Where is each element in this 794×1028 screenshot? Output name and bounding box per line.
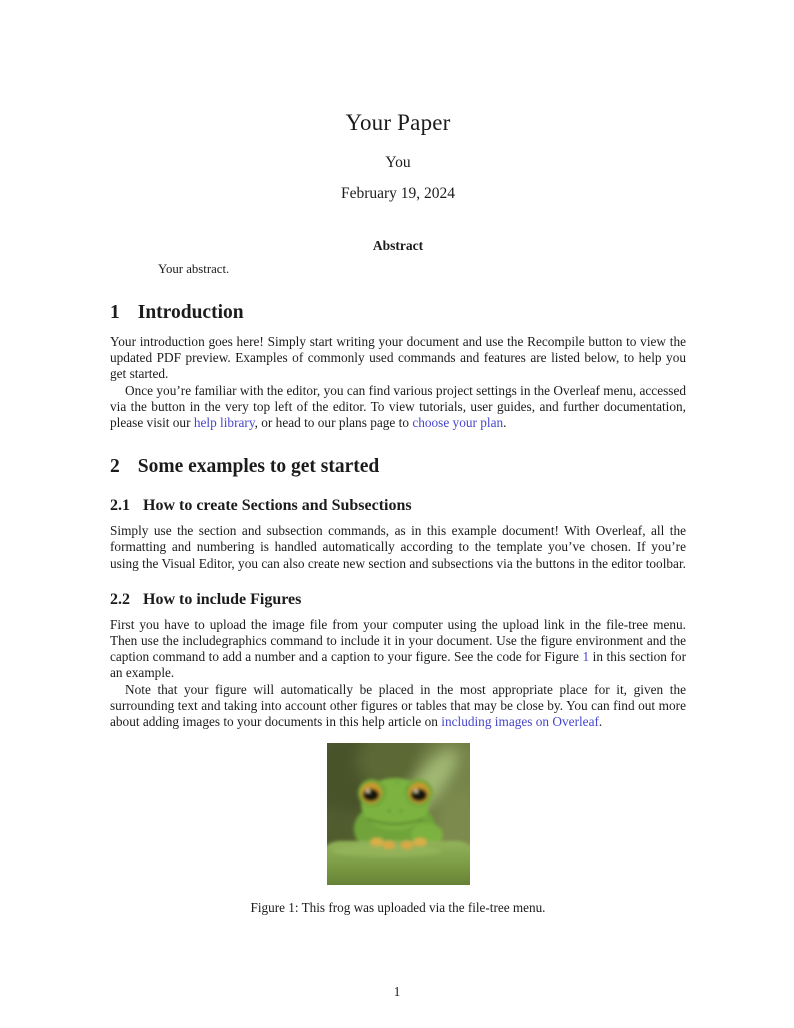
text-run: Simply use the section and subsection commands, as in this example document! With Overleaf, all the formatting and numbering is handled automatically according to the template you’ve chosen. If you’re using the Visual Editor, you can also create new section and subsections via the buttons in the editor toolbar. [110, 523, 686, 571]
figure-caption: Figure 1: This frog was uploaded via the file-tree menu. [250, 900, 546, 916]
abstract-heading: Abstract [372, 238, 424, 253]
paragraph [110, 523, 686, 572]
link-1[interactable]: 1 [582, 649, 590, 665]
section-title: Introduction [137, 302, 244, 323]
section-heading-2-1 [110, 497, 686, 515]
section-title: How to create Sections and Subsections [143, 497, 412, 515]
link-including-images-on-overleaf[interactable]: including images on Overleaf [441, 714, 599, 730]
paper-author: You [385, 154, 411, 171]
paragraph [110, 383, 686, 432]
link-help-library[interactable]: help library [193, 415, 255, 431]
sections-container [110, 302, 686, 730]
section-heading-1 [110, 302, 686, 324]
section-title: Some examples to get started [137, 456, 380, 478]
frog-image [327, 743, 470, 885]
paragraph [110, 682, 686, 731]
text-run: Your introduction goes here! Simply start writing your document and use the Recompile button to view the updated PDF preview. Examples of commonly used commands and features are listed below, to help you get started. [110, 334, 686, 382]
section-number: 2.2 [110, 590, 130, 608]
link-choose-your-plan[interactable]: choose your plan [412, 415, 504, 431]
text-run: . [503, 415, 507, 431]
section-number: 2 [110, 456, 120, 478]
section-heading-2 [110, 456, 686, 478]
text-run: in this section for an example. [110, 649, 686, 681]
paper-title: Your Paper [345, 110, 451, 135]
paper-date: February 19, 2024 [340, 185, 456, 202]
section-number: 1 [110, 302, 120, 323]
section-title: How to include Figures [143, 590, 302, 608]
abstract-text: Your abstract. [158, 262, 230, 276]
text-run: , or head to our plans page to [254, 415, 413, 431]
paragraph [110, 334, 686, 383]
page-number: 1 [393, 984, 401, 999]
text-run: . [598, 714, 603, 730]
section-heading-2-2 [110, 591, 686, 609]
text-run: Note that your figure will automatically be placed in the most appropriate place for it, given the surrounding text and taking into account other figures or tables that may be close by. You can find out more about adding images to your documents in this help article on [110, 681, 686, 730]
paragraph [110, 617, 686, 682]
text-run: First you have to upload the image file from your computer using the upload link in the file-tree menu. Then use the includegraphics command to include it in your document. Use the figure environment and the caption command to add a number and a caption to your figure. See the code for Figure [110, 616, 686, 665]
figure-block [110, 743, 686, 916]
text-run: Once you’re familiar with the editor, you can find various project settings in the Overleaf menu, accessed via the button in the very top left of the editor. To view tutorials, user guides, and further documentation, please visit our [110, 382, 686, 431]
section-number: 2.1 [110, 497, 130, 515]
